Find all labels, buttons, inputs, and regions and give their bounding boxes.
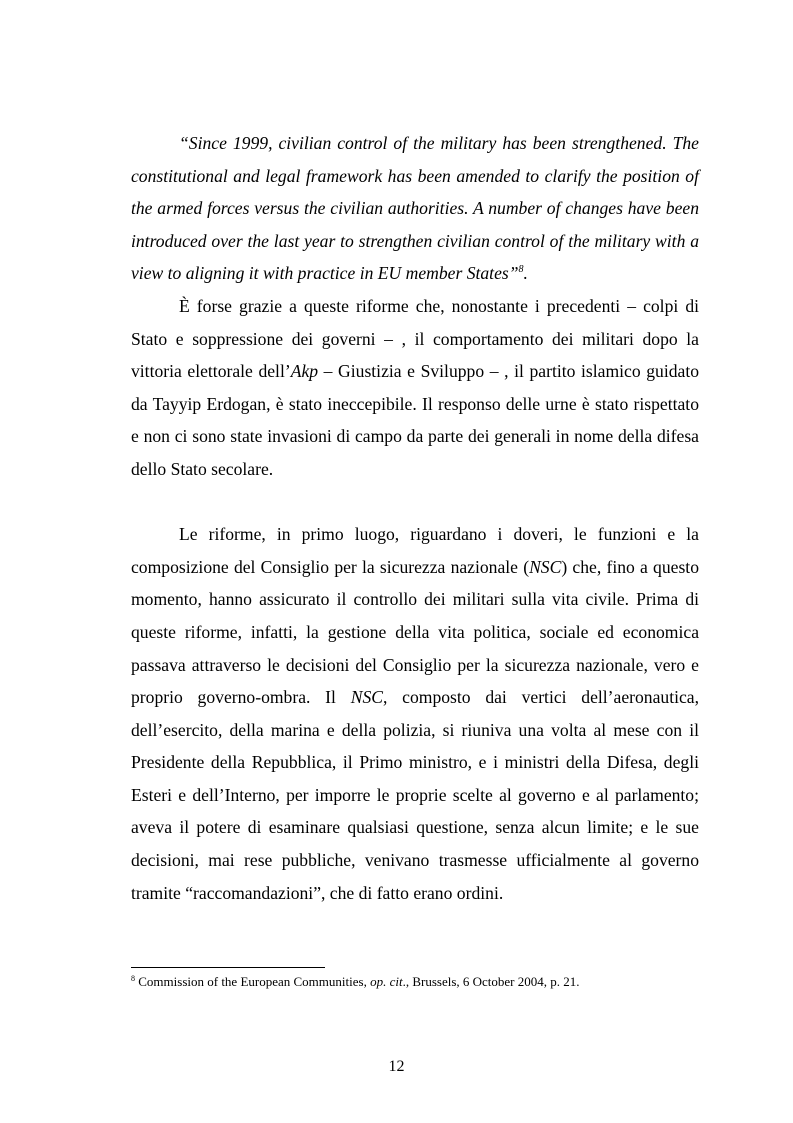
- paragraph-spacer: [131, 486, 699, 519]
- paragraph-reforms-effect: [131, 290, 699, 486]
- footnote-text-end: ., Brussels, 6 October 2004, p. 21.: [402, 974, 580, 989]
- footnote-number: 8: [131, 974, 135, 983]
- footnote-opcit: op. cit: [370, 974, 403, 989]
- quoted-paragraph: [131, 127, 699, 290]
- paragraph2-text-middle: ) che, fino a questo momento, hanno assicurato il controllo dei militari sulla vita civile. Prima di queste riforme, infatti, la gestione della vita politica, sociale ed economica passava attraverso le decisioni del Consiglio per la sicurezza nazionale, vero e proprio governo-ombra. Il: [131, 556, 699, 708]
- footnote: [131, 974, 699, 990]
- quote-closing: .: [523, 263, 528, 284]
- nsc-term: NSC: [350, 687, 383, 708]
- main-text: [131, 127, 699, 909]
- akp-term: Akp: [290, 361, 319, 382]
- page-number: 12: [388, 1058, 405, 1075]
- footnote-text-start: Commission of the European Communities,: [135, 974, 371, 989]
- footnote-separator: [131, 967, 325, 968]
- paragraph2-text-end: , composto dai vertici dell’aeronautica, dell’esercito, della marina e della polizia, si riuniva una volta al mese con il Presidente della Repubblica, il Primo ministro, e i ministri della Difesa, degli Esteri e dell’Interno, per imporre le proprie scelte al governo e al parlamento; aveva il potere di esaminare qualsiasi questione, senza alcun limite; e le sue decisioni, mai rese pubbliche, venivano trasmesse ufficialmente al governo tramite “raccomandazioni”, che di fatto erano ordini.: [131, 687, 699, 903]
- paragraph1-text-start: È forse grazie a queste riforme che, nonostante i precedenti – colpi di Stato e soppressione dei governi – , il comportamento dei militari dopo la vittoria elettorale dell’: [131, 295, 699, 382]
- nsc-term: NSC: [529, 556, 562, 577]
- paragraph2-text-start: Le riforme, in primo luogo, riguardano i doveri, le funzioni e la composizione del Consiglio per la sicurezza nazionale (: [131, 524, 699, 577]
- paragraph1-text-end: – Giustizia e Sviluppo – , il partito islamico guidato da Tayyip Erdogan, è stato ineccepibile. Il responso delle urne è stato rispettato e non ci sono state invasioni di campo da parte dei generali in nome della difesa dello Stato secolare.: [131, 361, 700, 479]
- quote-text: “Since 1999, civilian control of the military has been strengthened. The constitutional and legal framework has been amended to clarify the position of the armed forces versus the civilian authorities. A number of changes have been introduced over the last year to strengthen civilian control of the military with a view to aligning it with practice in EU member States”: [131, 133, 699, 284]
- paragraph-nsc-reforms: [131, 518, 699, 909]
- footnote-reference[interactable]: 8: [518, 264, 524, 276]
